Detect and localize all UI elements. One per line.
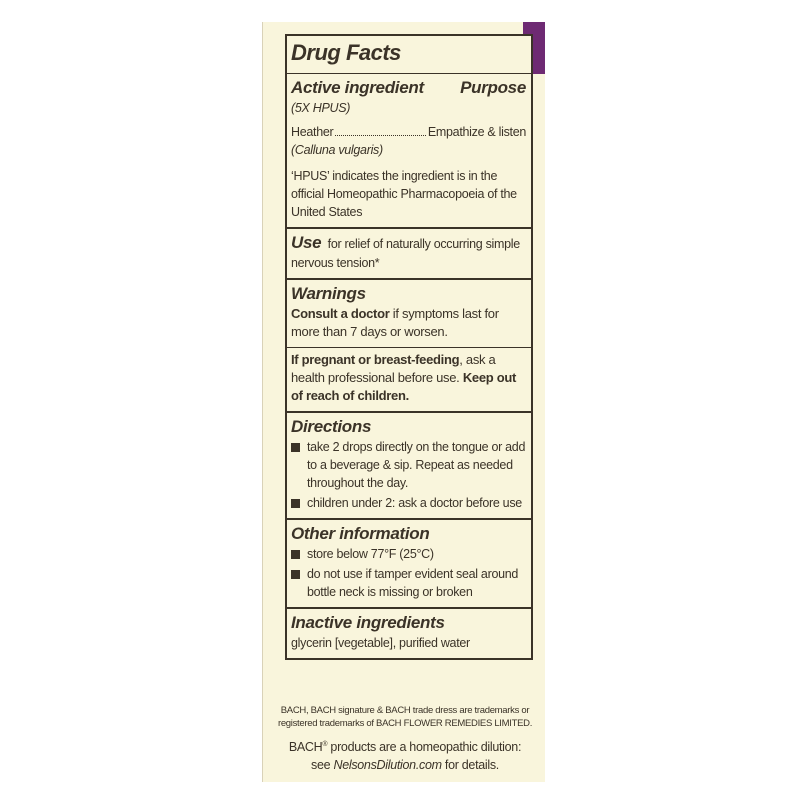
- active-ingredient-block: [287, 73, 531, 227]
- other-item: [291, 565, 526, 601]
- drug-facts-panel: [262, 22, 545, 782]
- directions-item: [291, 494, 526, 512]
- use-section: [287, 227, 531, 278]
- use-text: for relief of naturally occurring simple nervous tension*: [291, 237, 520, 270]
- inactive-ingredients-text: glycerin [vegetable], purified water: [291, 636, 470, 650]
- pregnant-bold: If pregnant or breast-feeding: [291, 352, 460, 367]
- consult-doctor-text: if symptoms last for more than 7 days or worsen.: [291, 306, 499, 339]
- trademark-notice: BACH, BACH signature & BACH trade dress are trademarks or registered trademarks of BACH FLOWER REMEDIES LIMITED.: [277, 705, 533, 729]
- drug-facts-table: [285, 34, 533, 660]
- directions-item-text: children under 2: ask a doctor before use: [307, 496, 522, 510]
- other-item-text: do not use if tamper evident seal around bottle neck is missing or broken: [307, 567, 519, 599]
- directions-heading: Directions: [291, 417, 372, 436]
- active-heading-row: [291, 77, 526, 99]
- pregnancy-warning: [291, 351, 526, 405]
- latin-name: (Calluna vulgaris): [291, 143, 383, 157]
- active-ingredient-heading: Active ingredient: [291, 78, 424, 97]
- ingredient-row: [291, 123, 526, 141]
- bullet-icon: [291, 550, 300, 559]
- warnings-heading: Warnings: [291, 284, 366, 303]
- pregnancy-warning-block: [287, 347, 531, 411]
- brand-name: BACH: [288, 740, 323, 755]
- purpose-heading: Purpose: [460, 78, 526, 97]
- potency: (5X HPUS): [291, 101, 351, 115]
- hpus-note: ‘HPUS’ indicates the ingredient is in the official Homeopathic Pharmacopoeia of the United States: [291, 169, 517, 219]
- ingredient-name: Heather: [291, 125, 334, 139]
- directions-section: [287, 411, 531, 518]
- keep-out-bold: Keep out of reach of children.: [291, 370, 517, 403]
- see-text: see: [311, 758, 331, 773]
- registered-mark: ®: [322, 741, 328, 748]
- bullet-icon: [291, 570, 300, 579]
- active-ingredient-section: [287, 36, 531, 73]
- other-information-section: [287, 518, 531, 607]
- directions-item-text: take 2 drops directly on the tongue or add to a beverage & sip. Repeat as needed throughout the day.: [307, 440, 526, 490]
- website-link[interactable]: NelsonsDilution.com: [333, 758, 442, 773]
- dilution-line: products are a homeopathic dilution:: [330, 740, 522, 755]
- bullet-icon: [291, 443, 300, 452]
- bullet-icon: [291, 499, 300, 508]
- ingredient-purpose: Empathize & listen: [427, 125, 526, 139]
- dilution-notice: [273, 736, 537, 774]
- warnings-section: [287, 278, 531, 347]
- consult-doctor-bold: Consult a doctor: [291, 306, 390, 321]
- other-item-text: store below 77°F (25°C): [307, 547, 434, 561]
- other-information-heading: Other information: [291, 524, 430, 543]
- inactive-ingredients-heading: Inactive ingredients: [291, 613, 445, 632]
- pregnant-text: , ask a health professional before use.: [291, 352, 496, 385]
- directions-item: [291, 438, 526, 492]
- consult-doctor-warning: [291, 305, 526, 341]
- details-text: for details.: [444, 758, 499, 773]
- other-item: [291, 545, 526, 563]
- drug-facts-title: Drug Facts: [291, 40, 401, 65]
- inactive-ingredients-section: [287, 607, 531, 658]
- use-heading: Use: [291, 233, 322, 252]
- leader-dots: [335, 135, 426, 136]
